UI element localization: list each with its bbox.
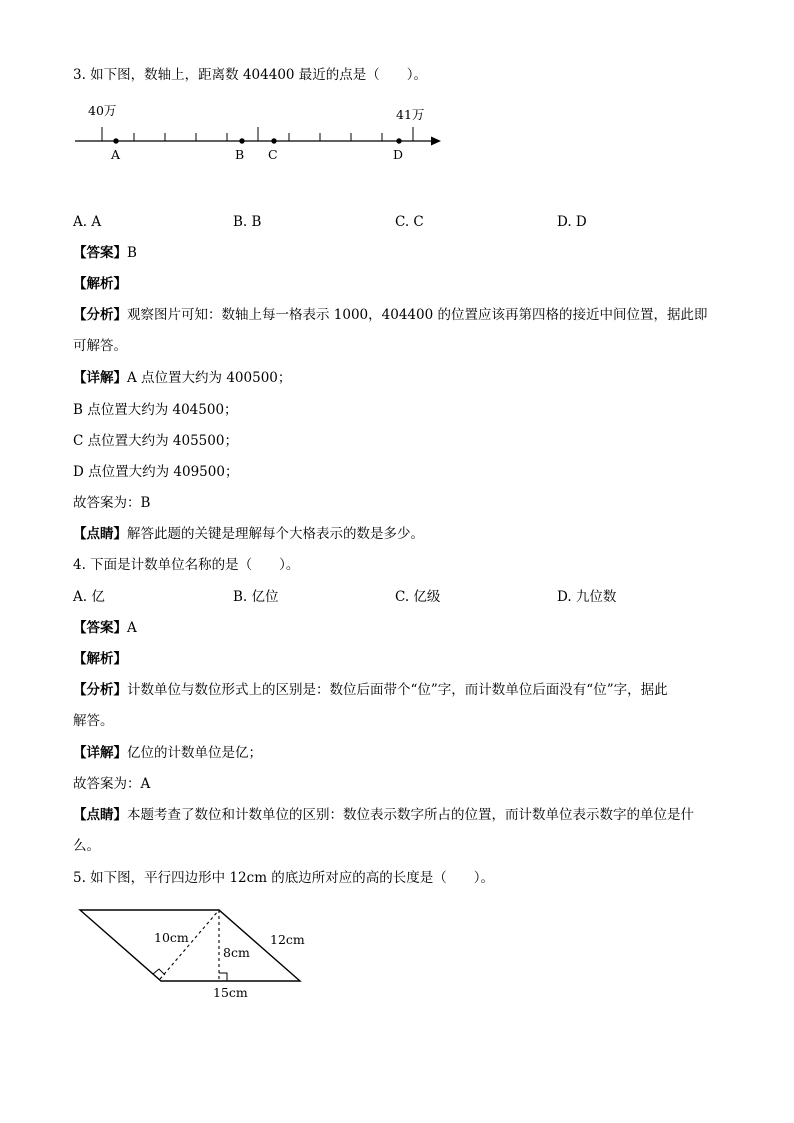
point-d-label: D xyxy=(393,147,404,162)
detail-text: 亿位的计数单位是亿； xyxy=(127,745,262,761)
comment-tag: 【点睛】 xyxy=(73,526,127,542)
answer-value: B xyxy=(127,245,137,261)
comment-line1: 本题考查了数位和计数单位的区别：数位表示数字所占的位置，而计数单位表示数字的单位是什 xyxy=(127,807,694,823)
q4-question: 4. 下面是计数单位名称的是（ ）。 xyxy=(73,557,300,573)
detail-tag: 【详解】 xyxy=(73,370,127,386)
comment-text: 解答此题的关键是理解每个大格表示的数是多少。 xyxy=(127,526,424,542)
q4-option-a[interactable]: A. 亿 xyxy=(73,589,105,605)
label-8cm: 8cm xyxy=(223,945,250,960)
q3-option-d[interactable]: D. D xyxy=(557,214,587,230)
right-angle-mark-left xyxy=(153,969,165,975)
right-angle-mark-bottom xyxy=(219,973,227,981)
q3-option-a[interactable]: A. A xyxy=(73,214,102,230)
q3-analysis-heading: 【解析】 xyxy=(73,276,127,292)
q3-option-b[interactable]: B. B xyxy=(233,214,262,230)
q4-conclusion: 故答案为：A xyxy=(73,776,151,792)
end-label: 41万 xyxy=(396,107,425,122)
analysis-tag: 【分析】 xyxy=(73,682,127,698)
parallelogram xyxy=(80,910,300,981)
q3-option-c[interactable]: C. C xyxy=(395,214,424,230)
analysis-line1: 计数单位与数位形式上的区别是：数位后面带个“位”字，而计数单位后面没有“位”字，据此 xyxy=(127,682,668,698)
start-label: 40万 xyxy=(88,103,117,118)
answer-value: A xyxy=(127,620,137,636)
analysis-line1: 观察图片可知：数轴上每一格表示 1000，404400 的位置应该再第四格的接近中间位置，据此即 xyxy=(127,307,708,323)
detail-line-b: B 点位置大约为 404500； xyxy=(73,402,238,418)
q4-option-d[interactable]: D. 九位数 xyxy=(557,589,617,605)
detail-line-d: D 点位置大约为 409500； xyxy=(73,464,239,480)
point-b-label: B xyxy=(235,147,245,162)
analysis-tag: 【分析】 xyxy=(73,307,127,323)
q5-question: 5. 如下图，平行四边形中 12cm 的底边所对应的高的长度是（ ）。 xyxy=(73,870,495,886)
label-15cm: 15cm xyxy=(213,985,248,1000)
q3-question: 3. 如下图，数轴上，距离数 404400 最近的点是（ ）。 xyxy=(73,67,428,83)
detail-line-c: C 点位置大约为 405500； xyxy=(73,433,238,449)
analysis-line2: 解答。 xyxy=(73,713,114,729)
comment-tag: 【点睛】 xyxy=(73,807,127,823)
answer-tag: 【答案】 xyxy=(73,245,127,261)
analysis-line2: 可解答。 xyxy=(73,338,127,354)
label-10cm: 10cm xyxy=(154,930,189,945)
q4-analysis-heading: 【解析】 xyxy=(73,651,127,667)
point-a-label: A xyxy=(111,147,121,162)
detail-line-a: A 点位置大约为 400500； xyxy=(127,370,292,386)
point-c-label: C xyxy=(268,147,278,162)
q4-option-c[interactable]: C. 亿级 xyxy=(395,589,441,605)
label-12cm: 12cm xyxy=(270,932,305,947)
q3-conclusion: 故答案为：B xyxy=(73,495,151,511)
q4-option-b[interactable]: B. 亿位 xyxy=(233,589,279,605)
comment-line2: 么。 xyxy=(73,838,100,854)
detail-tag: 【详解】 xyxy=(73,745,127,761)
answer-tag: 【答案】 xyxy=(73,620,127,636)
